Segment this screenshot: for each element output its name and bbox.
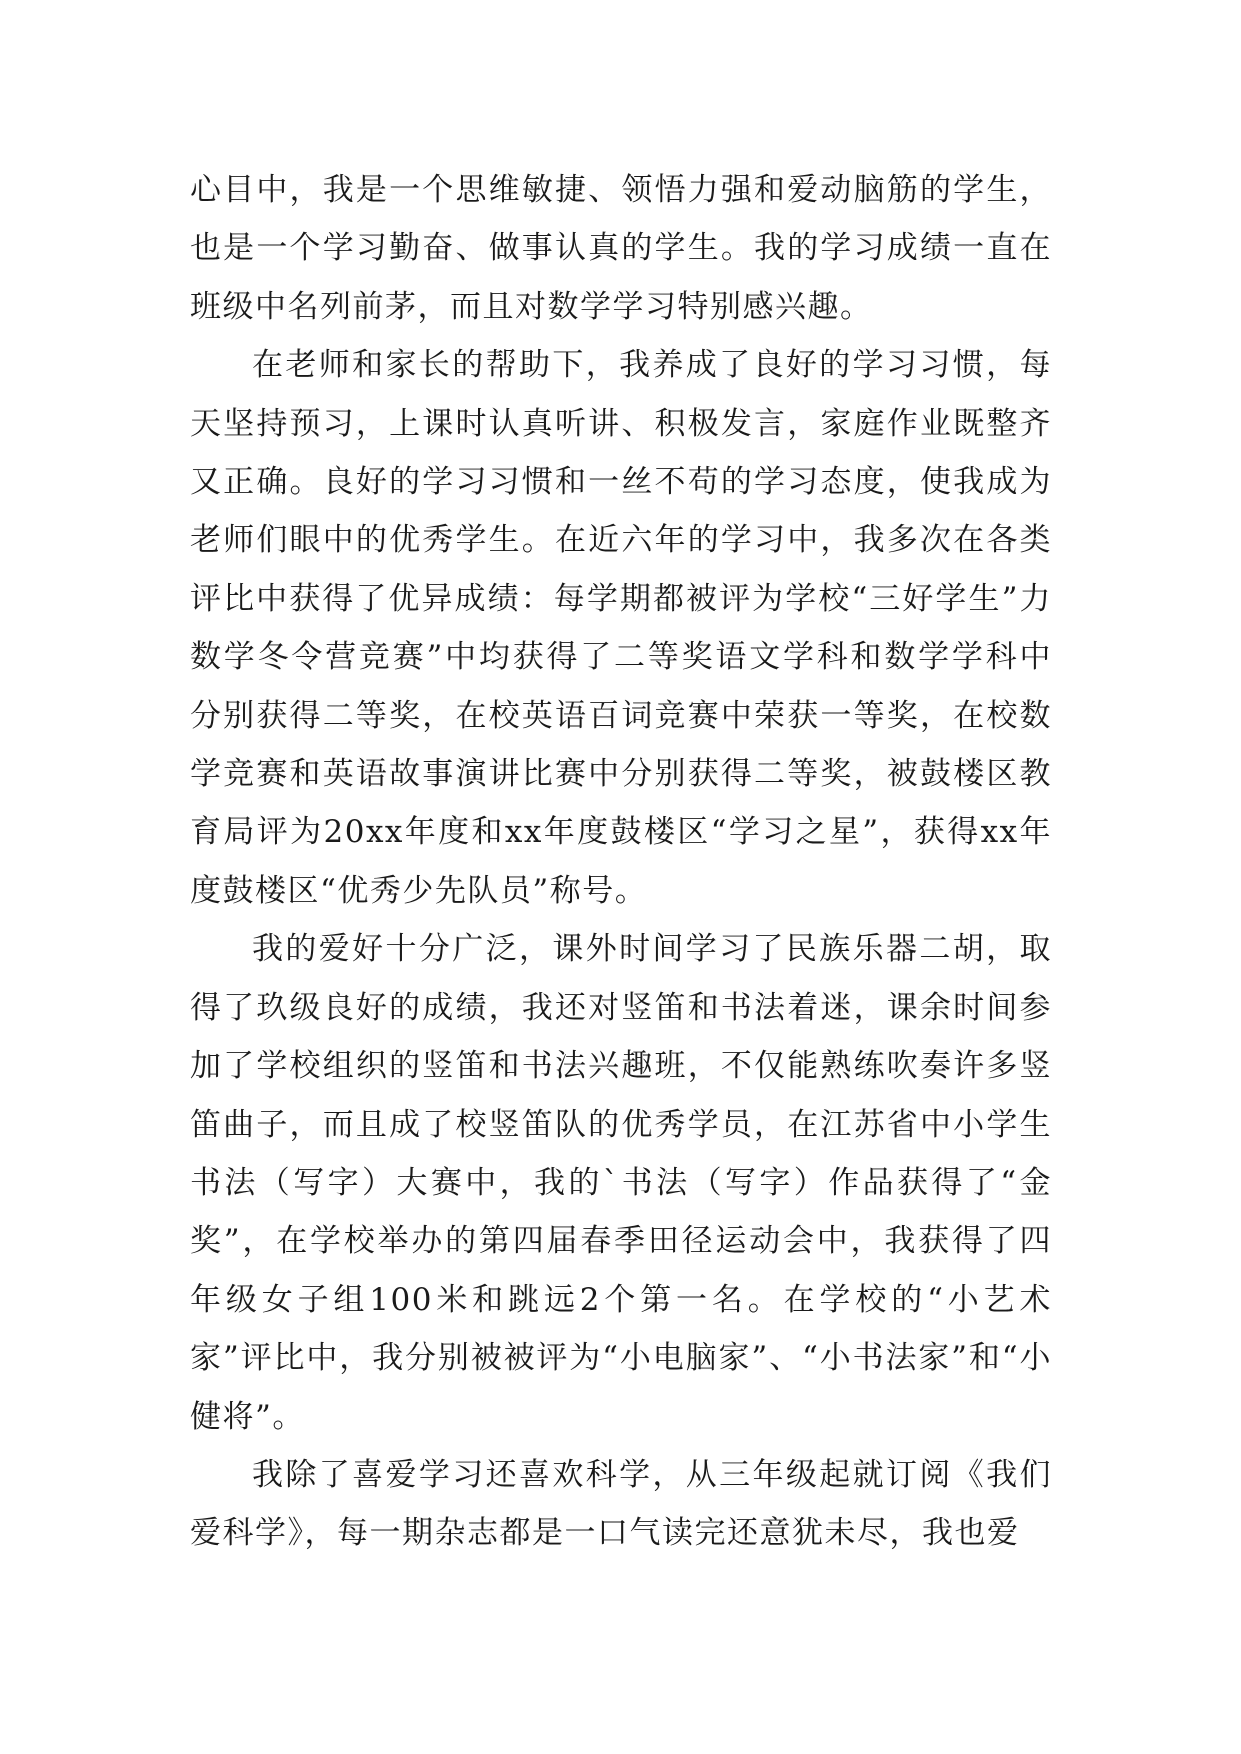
paragraph-hobbies: 我的爱好十分广泛，课外时间学习了民族乐器二胡，取得了玖级良好的成绩，我还对竖笛和书法着迷，课余时间参加了学校组织的竖笛和书法兴趣班，不仅能熟练吹奏许多竖笛曲子，而且成了校竖笛队的优秀学员，在江苏省中小学生书法（写字）大赛中，我的`书法（写字）作品获得了“金奖”，在学校举办的第四届春季田径运动会中，我获得了四年级女子组100米和跳远2个第一名。在学校的“小艺术家”评比中，我分别被被评为“小电脑家”、“小书法家”和“小健将”。 [190, 931, 1052, 1435]
paragraph-science: 我除了喜爱学习还喜欢科学，从三年级起就订阅《我们爱科学》，每一期杂志都是一口气读完还意犹未尽，我也爱 [190, 1456, 1052, 1552]
document-body [190, 161, 1052, 1563]
paragraph-study-habits: 在老师和家长的帮助下，我养成了良好的学习习惯，每天坚持预习，上课时认真听讲、积极发言，家庭作业既整齐又正确。良好的学习习惯和一丝不苟的学习态度，使我成为老师们眼中的优秀学生。在近六年的学习中，我多次在各类评比中获得了优异成绩：每学期都被评为学校“三好学生”力数学冬令营竞赛”中均获得了二等奖语文学科和数学学科中分别获得二等奖，在校英语百词竞赛中荣获一等奖，在校数学竞赛和英语故事演讲比赛中分别获得二等奖，被鼓楼区教育局评为20xx年度和xx年度鼓楼区“学习之星”，获得xx年度鼓楼区“优秀少先队员”称号。 [190, 347, 1052, 909]
paragraph-continuation: 心目中，我是一个思维敏捷、领悟力强和爱动脑筋的学生，也是一个学习勤奋、做事认真的学生。我的学习成绩一直在班级中名列前茅，而且对数学学习特别感兴趣。 [190, 172, 1052, 325]
